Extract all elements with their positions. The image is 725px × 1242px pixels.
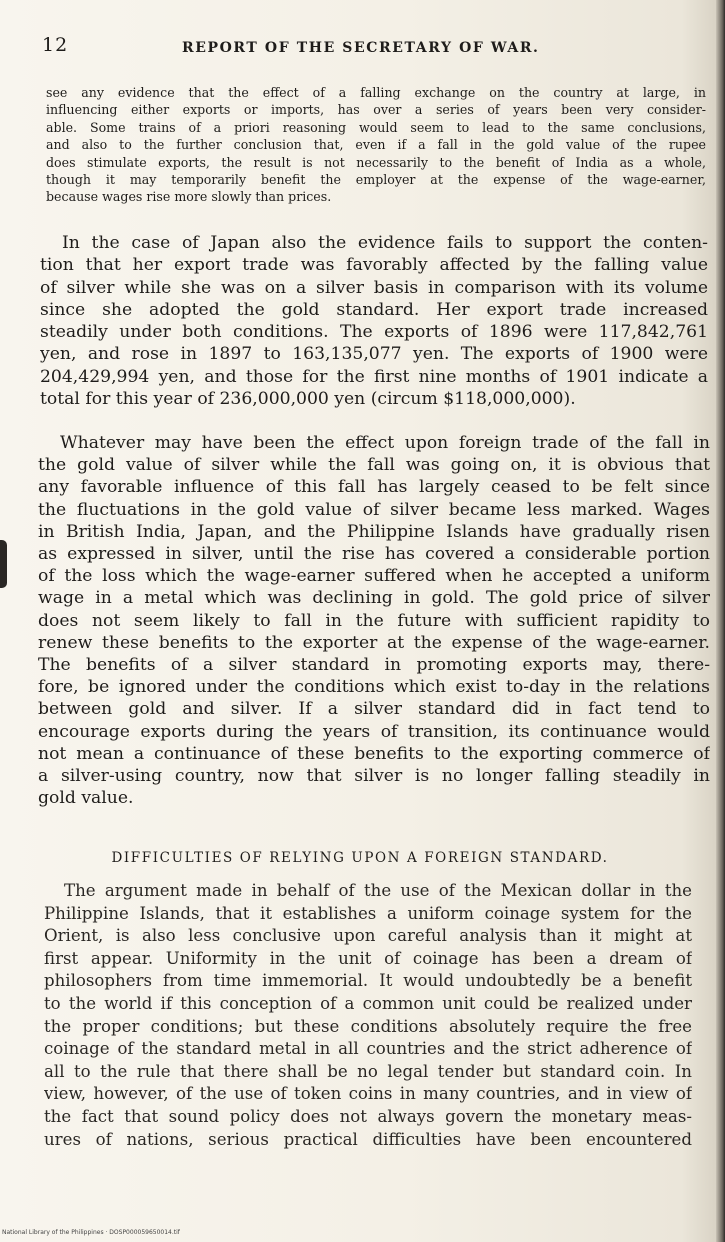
page-binding-shadow bbox=[716, 0, 725, 1242]
text-line: not mean a continuance of these benefits to the exporting commerce of bbox=[38, 743, 710, 764]
text-line: any favorable influence of this fall has largely ceased to be felt since bbox=[38, 477, 710, 498]
text-line: Orient, is also less conclusive upon careful analysis than it might at bbox=[44, 926, 692, 946]
text-line: yen, and rose in 1897 to 163,135,077 yen. The exports of 1900 were bbox=[40, 344, 708, 365]
text-line: in British India, Japan, and the Philippine Islands have gradually risen bbox=[38, 521, 710, 542]
page-number: 12 bbox=[42, 34, 69, 56]
text-line: ures of nations, serious practical difficulties have been encountered bbox=[44, 1129, 692, 1149]
text-line: fore, be ignored under the conditions which exist to-day in the relations bbox=[38, 677, 710, 698]
text-line: first appear. Uniformity in the unit of coinage has been a dream of bbox=[44, 948, 692, 968]
paragraph-foreign-trade bbox=[38, 432, 710, 809]
text-line: the proper conditions; but these conditions absolutely require the free bbox=[44, 1016, 692, 1036]
scan-edge-mark bbox=[0, 540, 7, 588]
section-heading: DIFFICULTIES OF RELYING UPON A FOREIGN STANDARD. bbox=[111, 850, 609, 866]
text-line: In the case of Japan also the evidence fails to support the conten- bbox=[62, 233, 708, 253]
text-line: Philippine Islands, that it establishes a uniform coinage system for the bbox=[44, 903, 692, 923]
text-line: wage in a metal which was declining in gold. The gold price of silver bbox=[38, 588, 710, 609]
text-line: able. Some trains of a priori reasoning would seem to lead to the same conclusions, bbox=[46, 119, 706, 135]
text-line: influencing either exports or imports, has over a series of years been very consider- bbox=[46, 102, 706, 118]
text-line: The benefits of a silver standard in promoting exports may, there- bbox=[38, 655, 710, 676]
scan-source-footer: National Library of the Philippines · DOSP000059650014.tif bbox=[2, 1229, 180, 1236]
text-line: between gold and silver. If a silver standard did in fact tend to bbox=[38, 699, 710, 720]
text-line: view, however, of the use of token coins in many countries, and in view of bbox=[44, 1084, 692, 1104]
text-line: see any evidence that the effect of a falling exchange on the country at large, in bbox=[46, 85, 706, 100]
text-line: total for this year of 236,000,000 yen (circum $118,000,000). bbox=[40, 389, 576, 410]
text-line: The argument made in behalf of the use of the Mexican dollar in the bbox=[64, 881, 692, 900]
quoted-small-paragraph bbox=[46, 84, 706, 206]
text-line: does stimulate exports, the result is not necessarily to the benefit of India as a whole, bbox=[46, 154, 706, 170]
page-header bbox=[42, 34, 682, 64]
text-line: since she adopted the gold standard. Her export trade increased bbox=[40, 299, 708, 320]
text-line: does not seem likely to fall in the future with sufficient rapidity to bbox=[38, 610, 710, 631]
text-line: the gold value of silver while the fall was going on, it is obvious that bbox=[38, 455, 710, 476]
text-line: 204,429,994 yen, and those for the first nine months of 1901 indicate a bbox=[40, 366, 708, 387]
text-line: to the world if this conception of a common unit could be realized under bbox=[44, 993, 692, 1013]
text-line: as expressed in silver, until the rise has covered a considerable portion bbox=[38, 544, 710, 565]
text-line: philosophers from time immemorial. It would undoubtedly be a benefit bbox=[44, 971, 692, 991]
text-line: the fluctuations in the gold value of silver became less marked. Wages bbox=[38, 499, 710, 520]
text-line: the fact that sound policy does not always govern the monetary meas- bbox=[44, 1106, 692, 1126]
text-line: though it may temporarily benefit the employer at the expense of the wage-earner, bbox=[46, 172, 706, 188]
text-line: Whatever may have been the effect upon foreign trade of the fall in bbox=[60, 433, 710, 453]
text-line: because wages rise more slowly than prices. bbox=[46, 189, 332, 205]
text-line: and also to the further conclusion that, even if a fall in the gold value of the rupee bbox=[46, 137, 706, 153]
text-line: encourage exports during the years of transition, its continuance would bbox=[38, 721, 710, 742]
text-line: steadily under both conditions. The exports of 1896 were 117,842,761 bbox=[40, 322, 708, 343]
text-line: all to the rule that there shall be no legal tender but standard coin. In bbox=[44, 1061, 692, 1081]
running-head: REPORT OF THE SECRETARY OF WAR. bbox=[182, 40, 540, 56]
text-line: a silver-using country, now that silver is no longer falling steadily in bbox=[38, 766, 710, 787]
text-line: coinage of the standard metal in all countries and the strict adherence of bbox=[44, 1039, 692, 1059]
paragraph-mexican-dollar bbox=[44, 880, 692, 1151]
text-line: renew these benefits to the exporter at the expense of the wage-earner. bbox=[38, 632, 710, 653]
text-line: gold value. bbox=[38, 788, 134, 809]
text-line: tion that her export trade was favorably affected by the falling value bbox=[40, 255, 708, 276]
text-line: of silver while she was on a silver basis in comparison with its volume bbox=[40, 277, 708, 298]
text-line: of the loss which the wage-earner suffered when he accepted a uniform bbox=[38, 566, 710, 587]
paragraph-japan bbox=[40, 232, 708, 410]
